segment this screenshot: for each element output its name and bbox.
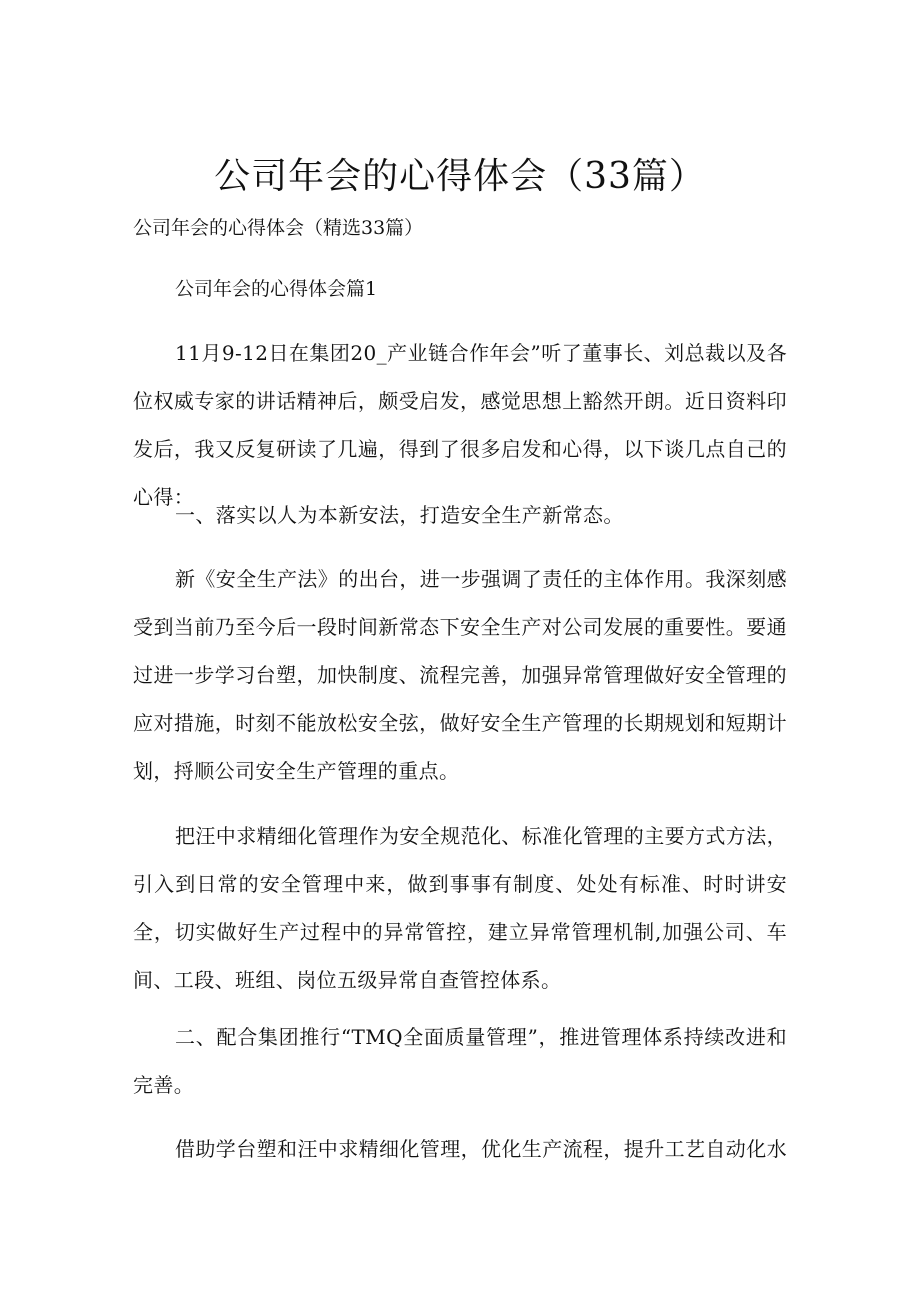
paragraph-intro: 11月9-12日在集团20_产业链合作年会”听了董事长、刘总裁以及各位权威专家的讲话精神后，颇受启发，感觉思想上豁然开朗。近日资料印发后，我又反复研读了几遍，得到了很多启发和心得，以下谈几点自己的心得： [133,341,787,509]
paragraph-point-two-heading: 二、配合集团推行“TMQ全面质量管理”，推进管理体系持续改进和完善。 [133,1025,787,1097]
paragraph-refined-management: 把汪中求精细化管理作为安全规范化、标准化管理的主要方式方法，引入到日常的安全管理中来，做到事事有制度、处处有标准、时时讲安全，切实做好生产过程中的异常管控，建立异常管理机制,加强公司、车间、工段、班组、岗位五级异常自查管控体系。 [133,824,787,992]
section-heading: 公司年会的心得体会篇1 [175,278,378,300]
document-title: 公司年会的心得体会（33篇） [214,156,706,197]
document-subtitle: 公司年会的心得体会（精选33篇） [133,217,424,239]
paragraph-process-optimization: 借助学台塑和汪中求精细化管理，优化生产流程，提升工艺自动化水 [175,1137,787,1161]
paragraph-safety-law: 新《安全生产法》的出台，进一步强调了责任的主体作用。我深刻感受到当前乃至今后一段时间新常态下安全生产对公司发展的重要性。要通过进一步学习台塑，加快制度、流程完善，加强异常管理做好安全管理的应对措施，时刻不能放松安全弦，做好安全生产管理的长期规划和短期计划，捋顺公司安全生产管理的重点。 [133,567,787,783]
paragraph-point-one-heading: 一、落实以人为本新安法，打造安全生产新常态。 [175,503,624,527]
